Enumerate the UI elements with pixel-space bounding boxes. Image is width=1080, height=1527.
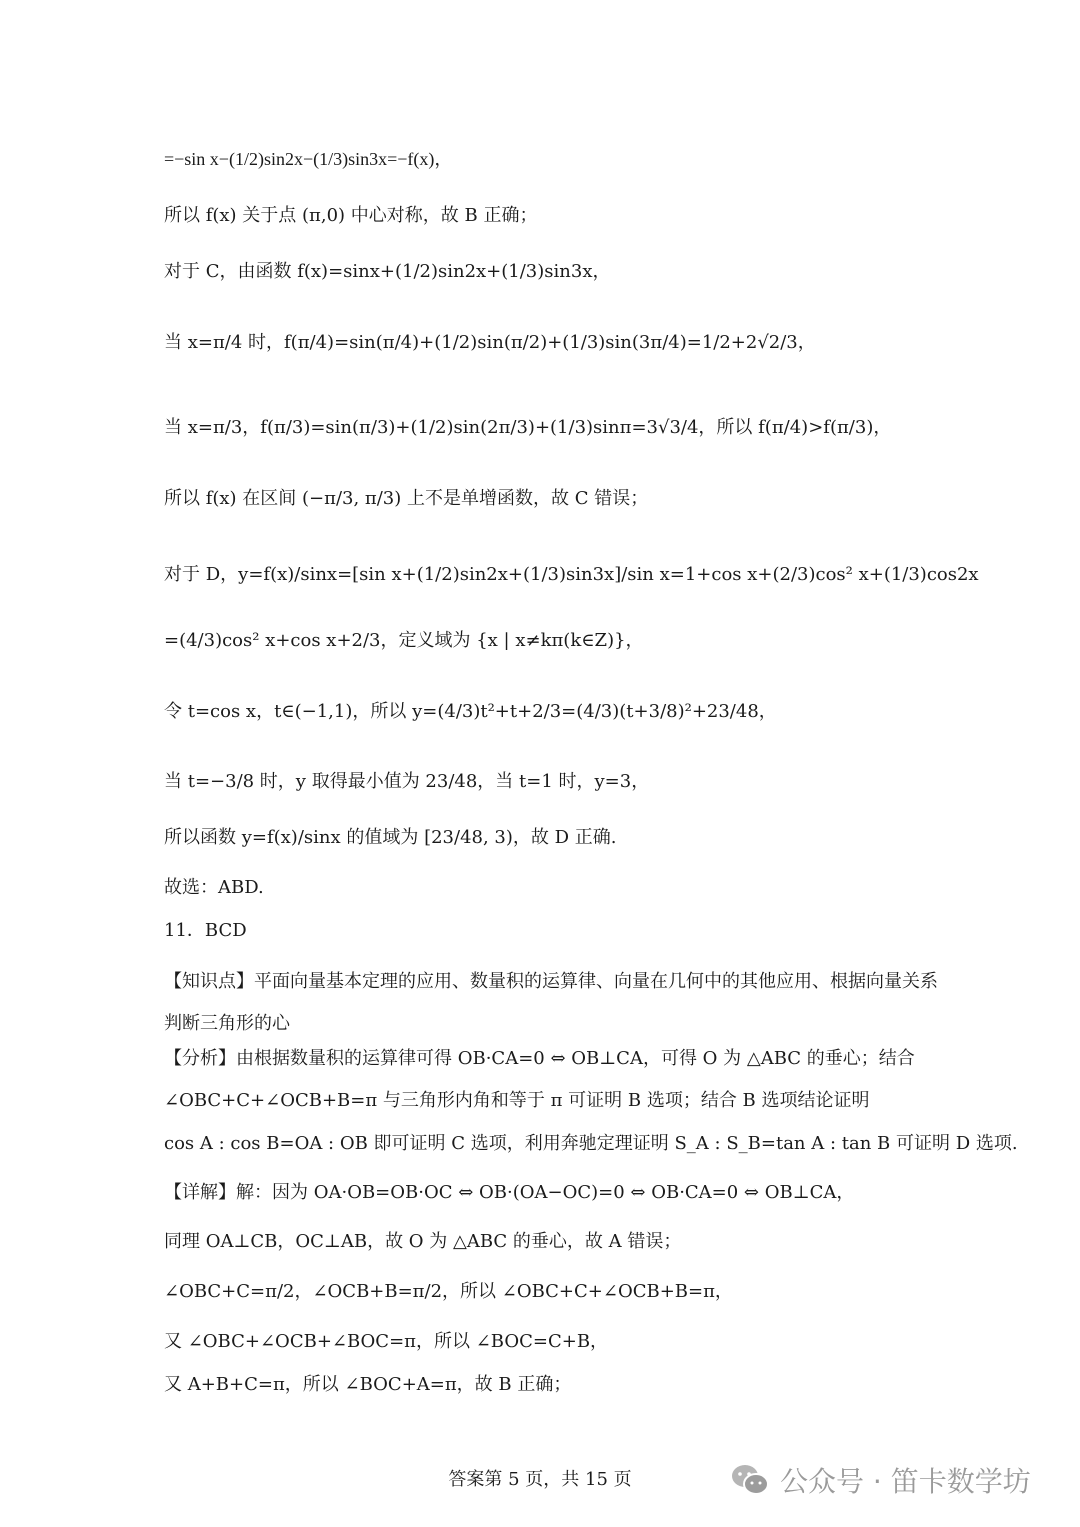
text-line-11: 所以函数 y=f(x)/sinx 的值域为 [23/48, 3)，故 D 正确.	[164, 827, 617, 848]
detail-line-5: 又 A+B+C=π，所以 ∠BOC+A=π，故 B 正确；	[164, 1374, 572, 1395]
text-line-10: 当 t=−3/8 时，y 取得最小值为 23/48，当 t=1 时，y=3，	[164, 771, 650, 792]
knowledge-point: 【知识点】平面向量基本定理的应用、数量积的运算律、向量在几何中的其他应用、根据向量关系判断三角形的心	[164, 971, 938, 1034]
text-line-7: 对于 D，y=f(x)/sinx=[sin x+(1/2)sin2x+(1/3)sin3x]/sin x=1+cos x+(2/3)cos² x+(1/3)cos2x	[164, 564, 979, 585]
detail-line-2: 同理 OA⊥CB，OC⊥AB，故 O 为 △ABC 的垂心，故 A 错误；	[164, 1231, 682, 1252]
page-footer: 答案第 5 页，共 15 页	[448, 1469, 632, 1490]
text-line-4: 当 x=π/4 时，f(π/4)=sin(π/4)+(1/2)sin(π/2)+(1/3)sin(3π/4)=1/2+2√2/3，	[164, 332, 816, 353]
text-line-2: 所以 f(x) 关于点 (π,0) 中心对称，故 B 正确；	[164, 205, 538, 226]
watermark	[730, 1458, 1031, 1502]
detail-line-3: ∠OBC+C=π/2，∠OCB+B=π/2，所以 ∠OBC+C+∠OCB+B=π，	[164, 1281, 733, 1302]
text-line-6: 所以 f(x) 在区间 (−π/3, π/3) 上不是单增函数，故 C 错误；	[164, 488, 649, 509]
watermark-text: 公众号 · 笛卡数学坊	[780, 1465, 1031, 1498]
analysis-line-2: ∠OBC+C+∠OCB+B=π 与三角形内角和等于 π 可证明 B 选项；结合 B 选项结论证明	[164, 1090, 870, 1111]
detail-line-4: 又 ∠OBC+∠OCB+∠BOC=π，所以 ∠BOC=C+B，	[164, 1331, 609, 1352]
analysis-line-1: 【分析】由根据数量积的运算律可得 OB·CA=0 ⇔ OB⊥CA，可得 O 为 △ABC 的垂心；结合	[164, 1048, 915, 1069]
text-line-9: 令 t=cos x，t∈(−1,1)，所以 y=(4/3)t²+t+2/3=(4/3)(t+3/8)²+23/48，	[164, 701, 777, 722]
text-line-3: 对于 C，由函数 f(x)=sinx+(1/2)sin2x+(1/3)sin3x，	[164, 261, 611, 282]
text-line-5: 当 x=π/3，f(π/3)=sin(π/3)+(1/2)sin(2π/3)+(1/3)sinπ=3√3/4，所以 f(π/4)>f(π/3)，	[164, 417, 892, 438]
detail-line-1: 【详解】解：因为 OA·OB=OB·OC ⇔ OB·(OA−OC)=0 ⇔ OB·CA=0 ⇔ OB⊥CA，	[164, 1182, 855, 1203]
text-line-12: 故选：ABD.	[164, 877, 264, 898]
analysis-line-3: cos A : cos B=OA : OB 即可证明 C 选项，利用奔驰定理证明 S_A : S_B=tan A : tan B 可证明 D 选项.	[164, 1133, 1018, 1154]
text-line-8: =(4/3)cos² x+cos x+2/3，定义域为 {x | x≠kπ(k∈Z)}，	[164, 630, 644, 651]
text-line-1: =−sin x−(1/2)sin2x−(1/3)sin3x=−f(x)，	[164, 149, 453, 169]
wechat-icon	[730, 1463, 770, 1497]
question-number-11: 11．BCD	[164, 920, 247, 941]
